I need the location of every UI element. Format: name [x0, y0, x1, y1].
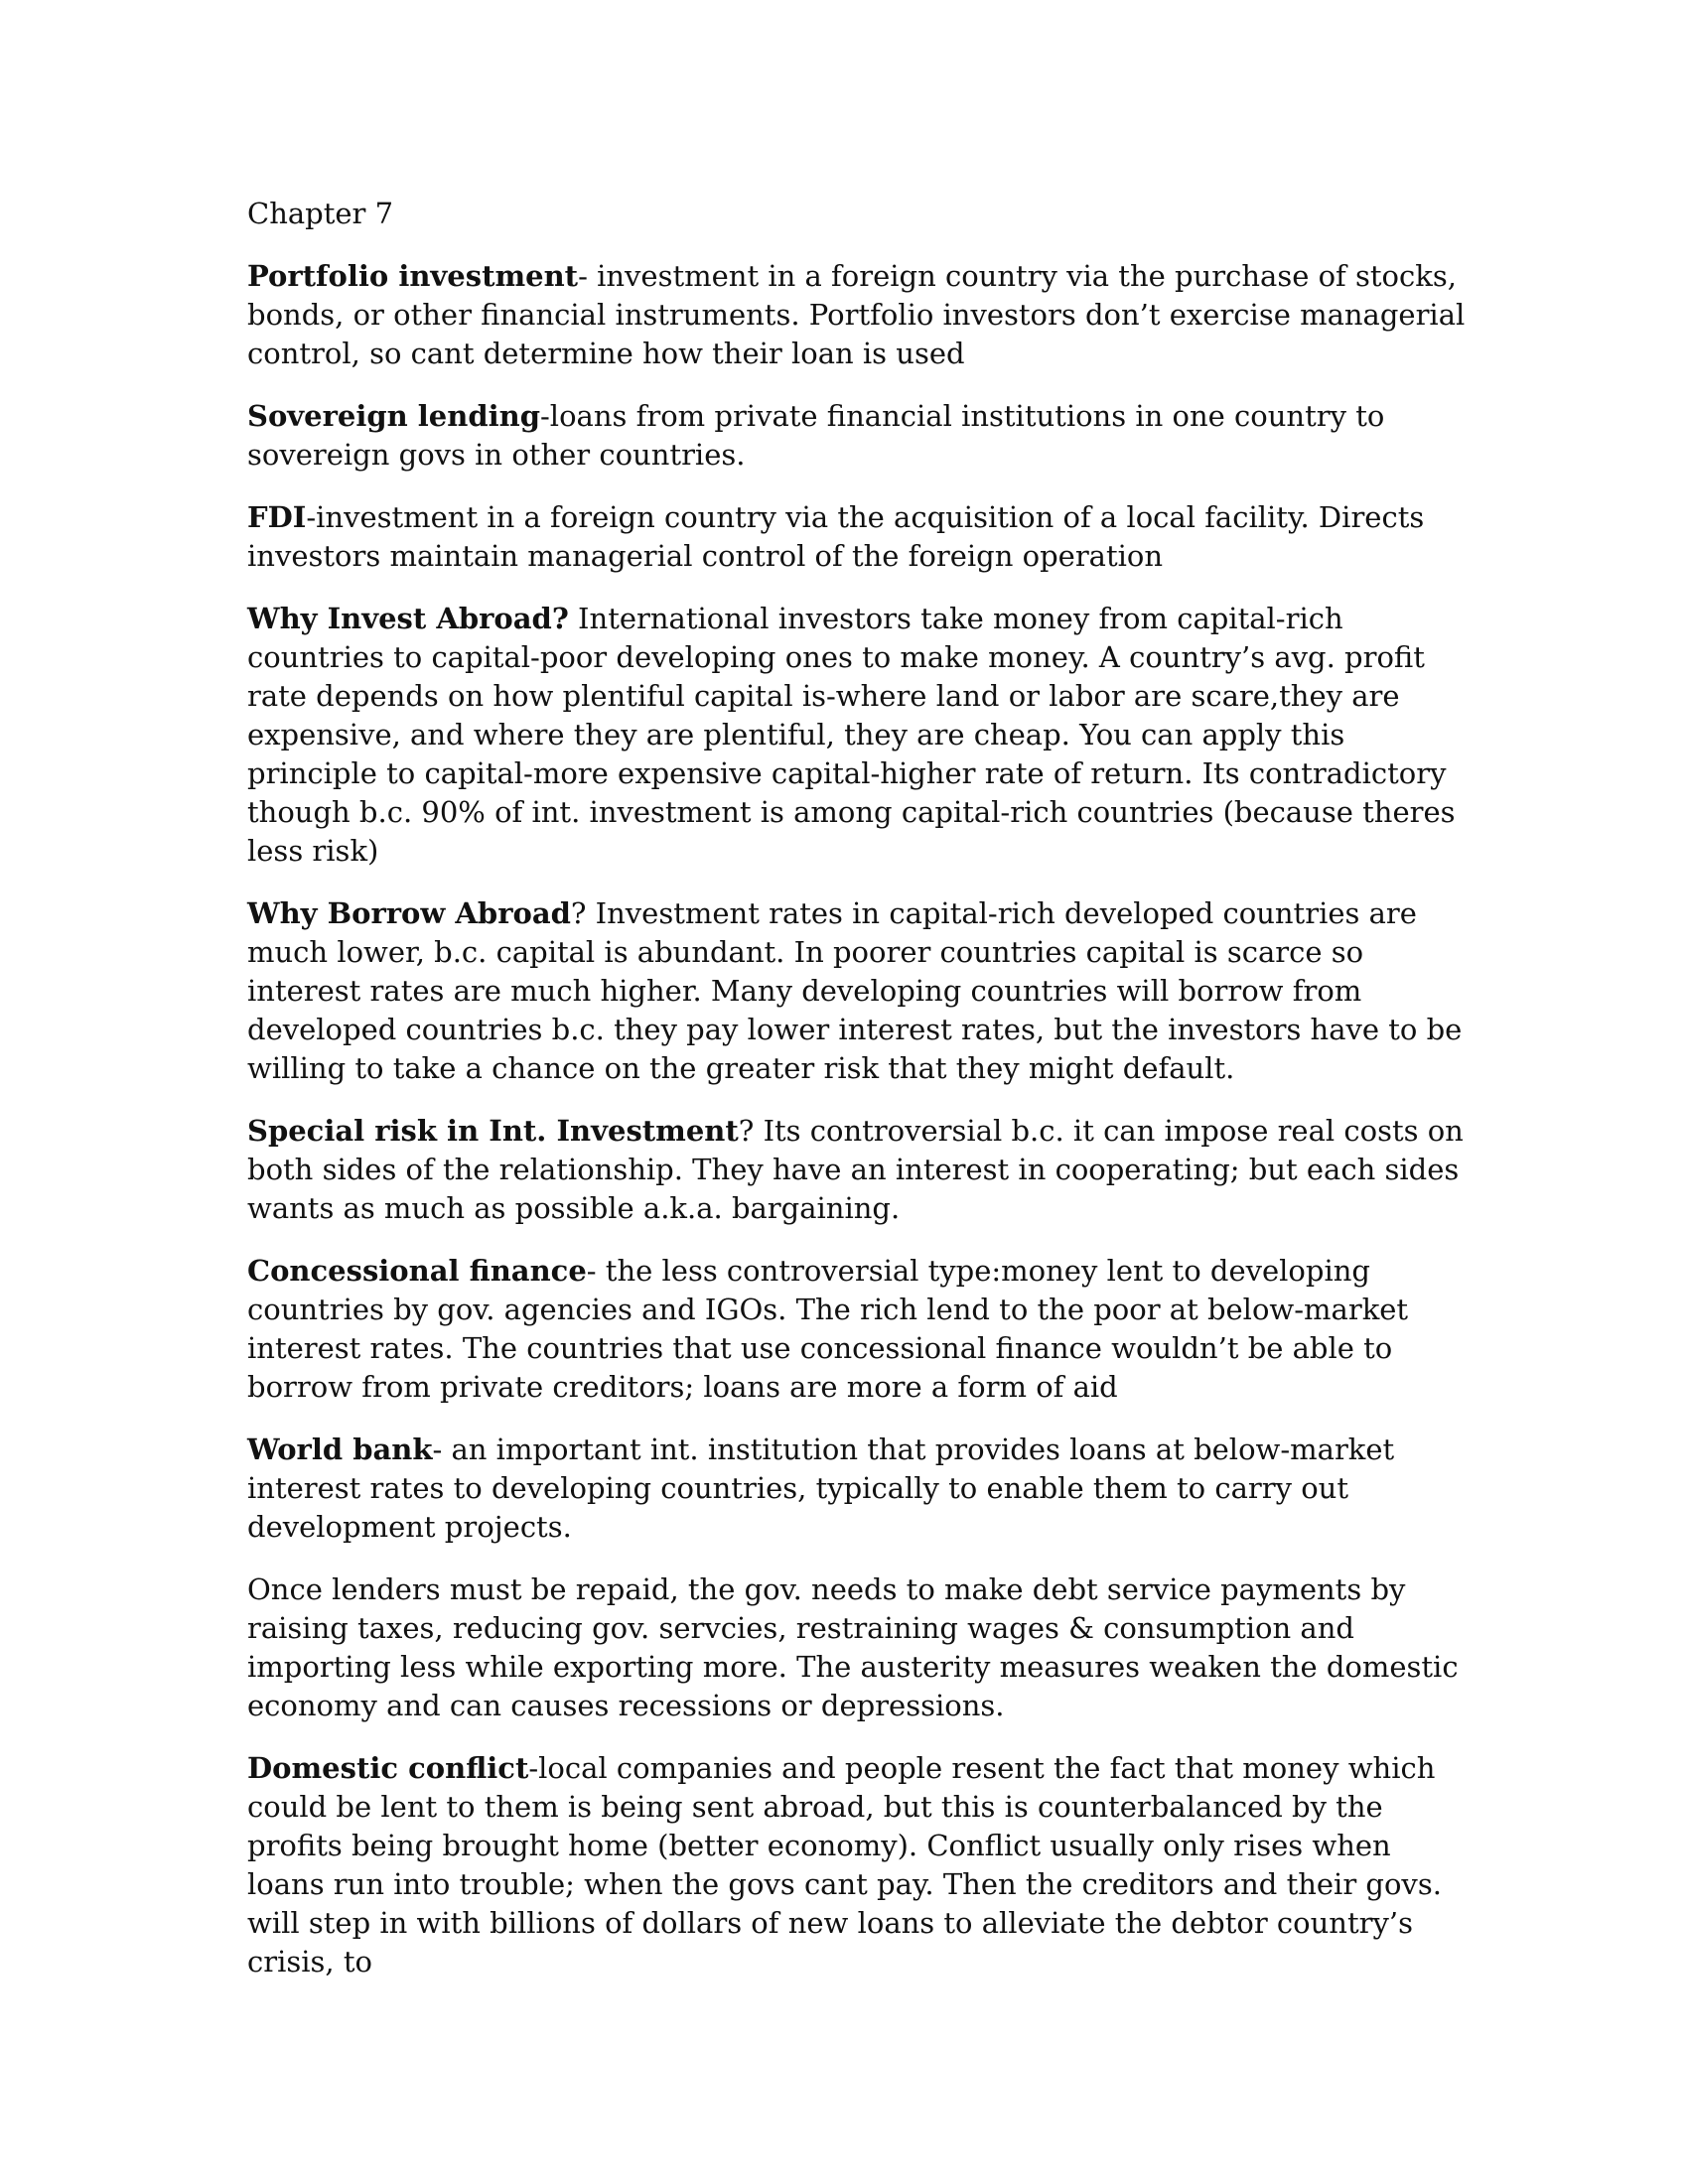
paragraph-world-bank — [247, 1431, 1469, 1547]
term-label: Concessional finance — [247, 1254, 587, 1288]
term-label: Special risk in Int. Investment — [247, 1114, 739, 1148]
term-label: World bank — [247, 1433, 433, 1466]
paragraph-debt-service — [247, 1570, 1469, 1725]
paragraph-special-risk — [247, 1112, 1469, 1228]
term-label: Why Invest Abroad? — [247, 602, 569, 635]
term-label: Sovereign lending — [247, 399, 540, 433]
term-label: FDI — [247, 500, 307, 534]
paragraph-text: - the less controversial type:money lent to developing countries by gov. agencies and IGOs. The rich lend to the poor at below-market interest rates. The countries that use concessional finance wouldn’t be able to borrow from private creditors; loans are more a form of aid — [247, 1254, 1409, 1404]
term-label: Why Borrow Abroad — [247, 896, 571, 930]
paragraph-text: -loans from private financial institutions in one country to sovereign govs in other countries. — [247, 399, 1385, 472]
paragraph-text: -investment in a foreign country via the acquisition of a local facility. Directs investors maintain managerial control of the foreign operation — [247, 500, 1425, 573]
paragraph-text: Once lenders must be repaid, the gov. needs to make debt service payments by raising taxes, reducing gov. servcies, restraining wages & consumption and importing less while exporting more. The austerity measures weaken the domestic economy and can causes recessions or depressions. — [247, 1572, 1459, 1722]
term-label: Portfolio investment — [247, 259, 579, 293]
term-label: Domestic conflict — [247, 1751, 529, 1785]
paragraph-domestic-conflict — [247, 1749, 1469, 1981]
paragraph-concessional-finance — [247, 1252, 1469, 1407]
paragraph-text: - an important int. institution that provides loans at below-market interest rates to developing countries, typically to enable them to carry out development projects. — [247, 1433, 1395, 1544]
paragraph-text: ? Investment rates in capital-rich developed countries are much lower, b.c. capital is abundant. In poorer countries capital is scarce so interest rates are much higher. Many developing countries will borrow from developed countries b.c. they pay lower interest rates, but the investors have to be willing to take a chance on the greater risk that they might default. — [247, 896, 1463, 1085]
chapter-title: Chapter 7 — [247, 197, 394, 230]
paragraph-text: -local companies and people resent the fact that money which could be lent to them is being sent abroad, but this is counterbalanced by the profits being brought home (better economy). Conflict usually only rises when loans run into trouble; when the govs cant pay. Then the creditors and their govs. will step in with billions of dollars of new loans to alleviate the debtor country’s crisis, to — [247, 1751, 1442, 1979]
paragraph-why-borrow-abroad — [247, 894, 1469, 1088]
paragraph-portfolio-investment — [247, 257, 1469, 373]
page-content — [247, 195, 1469, 2005]
paragraph-fdi — [247, 498, 1469, 576]
paragraph-sovereign-lending — [247, 397, 1469, 475]
paragraph-text: ? Its controversial b.c. it can impose real costs on both sides of the relationship. They have an interest in cooperating; but each sides wants as much as possible a.k.a. bargaining. — [247, 1114, 1464, 1225]
paragraph-text: International investors take money from capital-rich countries to capital-poor developing ones to make money. A country’s avg. profit rate depends on how plentiful capital is-where land or labor are scare,they are expensive, and where they are plentiful, they are cheap. You can apply this principle to capital-more expensive capital-higher rate of return. Its contradictory though b.c. 90% of int. investment is among capital-rich countries (because theres less risk) — [247, 602, 1456, 868]
paragraph-text: - investment in a foreign country via the purchase of stocks, bonds, or other financial instruments. Portfolio investors don’t exercise managerial control, so cant determine how their loan is used — [247, 259, 1466, 370]
paragraph-why-invest-abroad — [247, 600, 1469, 871]
